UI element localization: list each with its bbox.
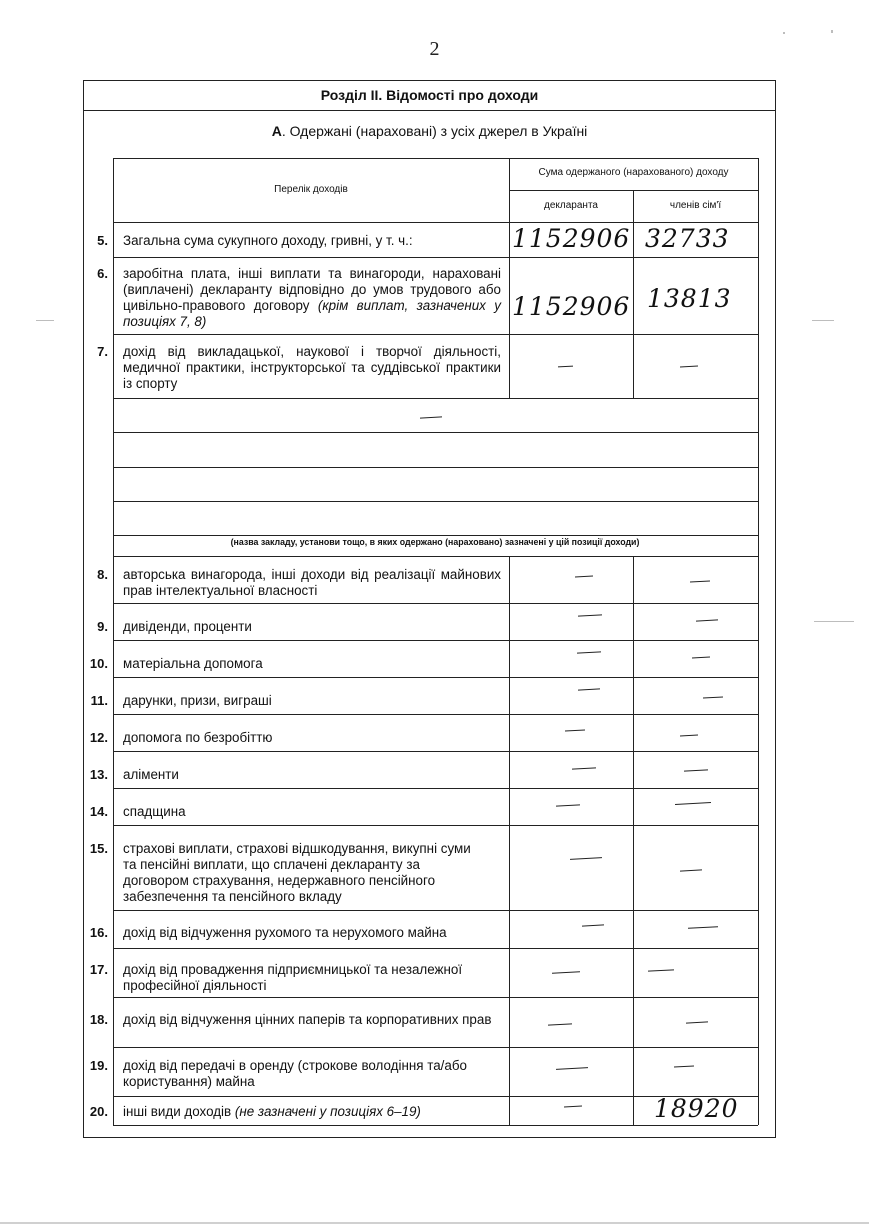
row-divider (113, 334, 758, 335)
row-divider (113, 788, 758, 789)
column-divider (633, 556, 634, 1125)
row-number: 15. (89, 841, 108, 856)
row-number: 8. (97, 567, 108, 582)
row-divider (113, 910, 758, 911)
row-number: 11. (90, 693, 108, 708)
income-label-insurance: страхові виплати, страхові відшкодування, викупні суми та пенсійні виплати, що сплачені декларанту за договором страхування, недержавного пенсійного забезпечення та пенсійного вкладу (123, 841, 471, 904)
income-label-unemployment: допомога по безробіттю (123, 730, 273, 745)
subsection-title (84, 123, 775, 139)
handwritten-declarant-salary: 1152906 (512, 292, 631, 321)
income-label-royalty: авторська винагорода, інші доходи від реалізації майнових прав інтелектуальної власності (123, 567, 501, 598)
row-number: 9. (97, 619, 108, 634)
row-divider (113, 432, 758, 433)
page-number: 2 (429, 38, 440, 60)
income-label-inheritance: спадщина (123, 804, 186, 819)
row-number: 13. (89, 767, 108, 782)
scan-speck (814, 621, 854, 622)
income-label-alimony: аліменти (123, 767, 179, 782)
row-divider (113, 714, 758, 715)
income-label-property-sale: дохід від відчуження рухомого та нерухомого майна (123, 925, 447, 940)
row-number: 20. (89, 1104, 108, 1119)
income-label-securities: дохід від відчуження цінних паперів та корпоративних прав (123, 1012, 492, 1027)
income-label-rent: дохід від передачі в оренду (строкове володіння та/або користування) майна (123, 1058, 467, 1089)
column-divider (509, 556, 510, 1125)
row-number: 18. (89, 1012, 108, 1027)
scan-edge (0, 1222, 869, 1224)
income-label-salary-text: заробітна плата, інші виплати та винагороди, нараховані (виплачені) декларанту відповідно до умов трудового або цивільно-правового договору (123, 266, 501, 313)
handwritten-family-salary: 13813 (647, 284, 732, 313)
income-label-business: дохід від провадження підприємницької та незалежної професійної діяльності (123, 962, 463, 993)
subsection-text: . Одержані (нараховані) з усіх джерел в Україні (281, 123, 588, 139)
income-label-salary (123, 266, 501, 330)
header-declarant-label: декларанта (544, 200, 598, 211)
row-divider (113, 751, 758, 752)
scan-speck (831, 30, 833, 33)
row-number: 17. (89, 962, 108, 977)
row-divider (113, 1047, 758, 1048)
income-label-other-text: інші види доходів (123, 1104, 232, 1119)
row-number: 6. (97, 266, 108, 281)
row-number: 10. (89, 656, 108, 671)
table-left-border (113, 158, 114, 1125)
row-divider (113, 677, 758, 678)
handwritten-declarant-total: 1152906 (512, 224, 631, 253)
institutions-caption: (назва закладу, установи тощо, в яких одержано (нараховано) зазначені у цій позиції доходи) (230, 537, 640, 547)
income-label-material-aid: матеріальна допомога (123, 656, 263, 671)
scan-speck (812, 320, 834, 321)
row-divider (113, 556, 758, 557)
income-label-salary-note: (крім виплат, зазначених у позиціях 7, 8) (123, 298, 501, 329)
row-divider (113, 467, 758, 468)
column-divider (509, 158, 510, 398)
row-divider (113, 825, 758, 826)
row-divider (113, 501, 758, 502)
income-label-dividends: дивіденди, проценти (123, 619, 252, 634)
row-divider (113, 398, 758, 399)
row-number: 5. (97, 233, 108, 248)
row-divider (113, 158, 758, 159)
income-label-total: Загальна сума сукупного доходу, гривні, у т. ч.: (123, 233, 413, 248)
income-label-other-note: (не зазначені у позиціях 6–19) (234, 1104, 421, 1119)
row-divider (509, 190, 758, 191)
row-divider (113, 1125, 758, 1126)
table-right-border (758, 158, 759, 1125)
income-label-gifts: дарунки, призи, виграші (123, 693, 272, 708)
scan-speck (36, 320, 54, 321)
header-sum-label: Сума одержаного (нарахованого) доходу (538, 167, 729, 178)
subsection-letter: А (271, 123, 282, 139)
row-divider (113, 948, 758, 949)
row-divider (113, 997, 758, 998)
row-divider (113, 222, 758, 223)
income-label-teaching: дохід від викладацької, наукової і творчої діяльності, медичної практики, інструкторської та суддівської практики із спорту (123, 344, 501, 391)
row-divider (113, 535, 758, 536)
row-number: 14. (89, 804, 108, 819)
header-family-label: членів сім'ї (669, 200, 722, 211)
income-label-other (123, 1104, 501, 1120)
row-number: 12. (89, 730, 108, 745)
row-divider (113, 640, 758, 641)
scan-speck (783, 32, 785, 34)
row-number: 19. (89, 1058, 108, 1073)
row-divider (113, 603, 758, 604)
row-number: 7. (97, 344, 108, 359)
section-title: Розділ II. Відомості про доходи (84, 81, 775, 111)
row-number: 16. (89, 925, 108, 940)
handwritten-family-total: 32733 (645, 224, 730, 253)
header-list-label: Перелік доходів (274, 184, 348, 195)
handwritten-family-other: 18920 (654, 1094, 739, 1123)
row-divider (113, 257, 758, 258)
